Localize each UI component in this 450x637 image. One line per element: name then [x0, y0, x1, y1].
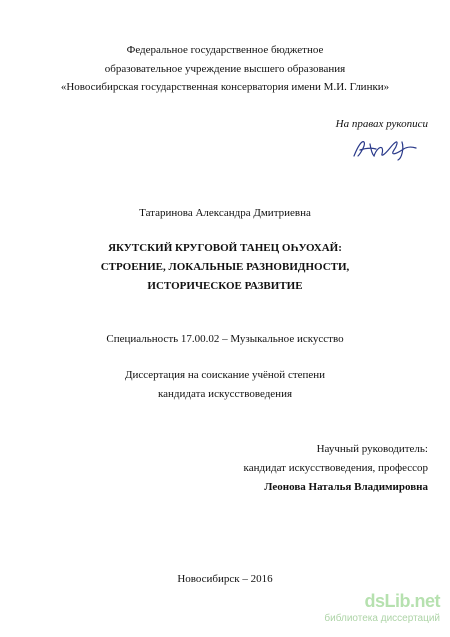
title-line-2: СТРОЕНИЕ, ЛОКАЛЬНЫЕ РАЗНОВИДНОСТИ, — [100, 261, 350, 273]
degree-line-1: Диссертация на соискание учёной степени — [124, 369, 326, 381]
manuscript-note: На правах рукописи — [335, 118, 428, 130]
institution-line-1: Федеральное государственное бюджетное — [126, 44, 324, 56]
institution-line-3: «Новосибирская государственная консерватория имени М.И. Глинки» — [60, 81, 390, 93]
signature-image — [350, 136, 420, 162]
watermark-logo: dsLib.net — [364, 591, 440, 611]
author-name: Татаринова Александра Дмитриевна — [139, 207, 311, 219]
place-year: Новосибирск – 2016 — [177, 573, 273, 585]
watermark — [324, 591, 440, 631]
supervisor-label: Научный руководитель: — [316, 443, 428, 455]
supervisor-name: Леонова Наталья Владимировна — [264, 481, 428, 493]
institution-line-2: образовательное учреждение высшего образования — [104, 63, 346, 75]
specialty-line: Специальность 17.00.02 – Музыкальное искусство — [106, 333, 344, 345]
title-line-3: ИСТОРИЧЕСКОЕ РАЗВИТИЕ — [147, 280, 303, 292]
title-line-1: ЯКУТСКИЙ КРУГОВОЙ ТАНЕЦ ОҺУОХАЙ: — [108, 242, 342, 254]
supervisor-credentials: кандидат искусствоведения, профессор — [243, 462, 428, 474]
degree-line-2: кандидата искусствоведения — [157, 388, 293, 400]
watermark-subtitle: библиотека диссертаций — [324, 613, 440, 624]
